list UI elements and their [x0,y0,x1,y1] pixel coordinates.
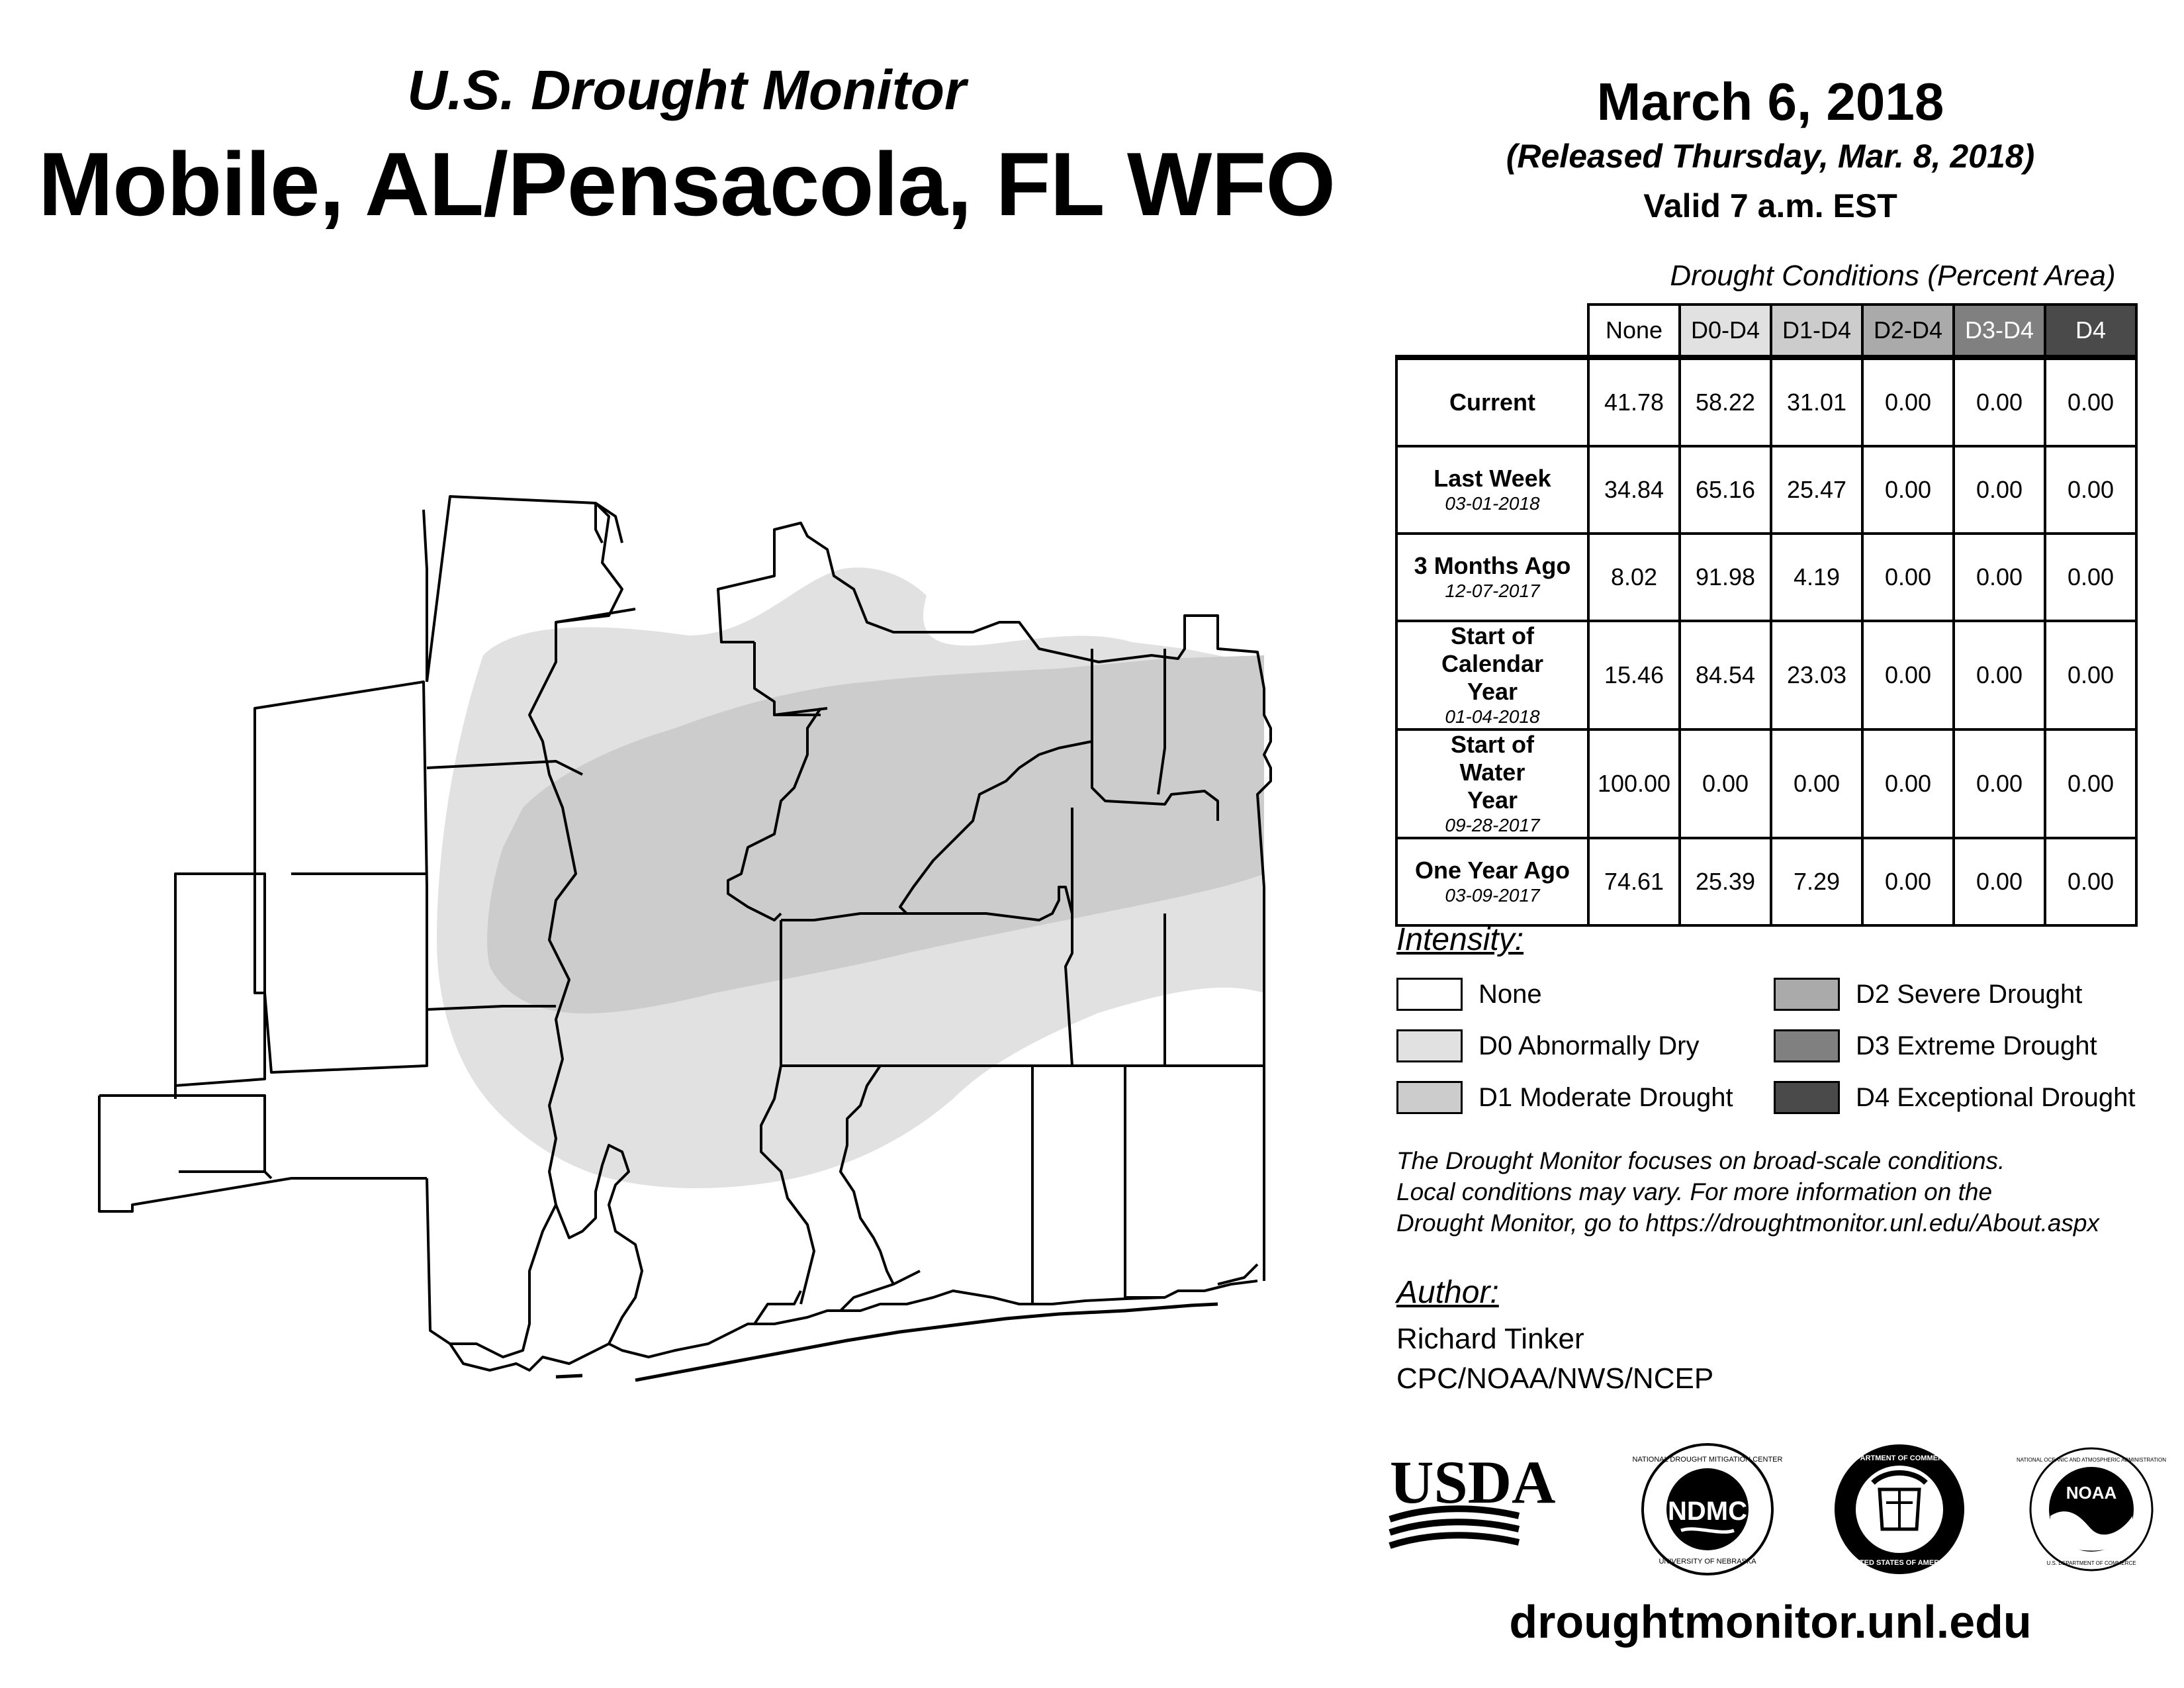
author-organization: CPC/NOAA/NWS/NCEP [1396,1362,1714,1395]
table-cell: 15.46 [1588,621,1680,729]
valid-time: Valid 7 a.m. EST [1643,187,1897,224]
legend-label: None [1479,979,1542,1009]
table-row [1396,729,2136,838]
release-date: (Released Thursday, Mar. 8, 2018) [1506,138,2035,175]
table-cell: 0.00 [1954,534,2045,621]
table-cell: 41.78 [1588,357,1680,446]
table-cell: 0.00 [1771,729,1862,838]
table-cell: 84.54 [1680,621,1771,729]
row-date: 09-28-2017 [1445,815,1540,835]
ndmc-ring-top: NATIONAL DROUGHT MITIGATION CENTER [1632,1456,1783,1464]
legend-swatch [1774,978,1840,1011]
note-line: Drought Monitor, go to https://droughtmonitor.unl.edu/About.aspx [1396,1209,2099,1237]
ndmc-logo [1633,1444,1783,1574]
ndmc-logo-text: NDMC [1668,1497,1747,1526]
table-cell: 34.84 [1588,446,1680,534]
table-cell: 100.00 [1588,729,1680,838]
row-date: 12-07-2017 [1445,581,1540,601]
table-cell: 0.00 [1862,534,1954,621]
legend-item-none [1396,974,1542,1014]
legend-swatch [1396,978,1463,1011]
table-cell: 4.19 [1771,534,1862,621]
table-cell: 25.47 [1771,446,1862,534]
usda-logo [1390,1448,1555,1546]
table-cell: 65.16 [1680,446,1771,534]
legend-label: D0 Abnormally Dry [1479,1031,1700,1060]
table-cell: 0.00 [2045,729,2136,838]
row-title: Start of Water Year [1451,731,1534,814]
disclaimer-note [1396,1145,2158,1239]
table-cell: 0.00 [1862,357,1954,446]
row-label [1396,621,1588,729]
table-cell: 0.00 [1954,621,2045,729]
sponsor-logos [1390,1443,2166,1575]
table-cell: 0.00 [2045,534,2136,621]
author-name: Richard Tinker [1396,1323,1584,1355]
legend-swatch [1774,1081,1840,1114]
col-d4: D4 [2045,305,2136,357]
row-date: 01-04-2018 [1445,706,1540,727]
table-cell: 7.29 [1771,838,1862,925]
table-cell: 0.00 [1862,621,1954,729]
legend-item-d1 [1396,1078,1733,1117]
row-label [1396,729,1588,838]
table-cell: 0.00 [2045,621,2136,729]
website-link[interactable]: droughtmonitor.unl.edu [1509,1596,2032,1648]
table-row [1396,534,2136,621]
row-date: 03-09-2017 [1445,885,1540,906]
ndmc-ring-bottom: UNIVERSITY OF NEBRASKA [1659,1558,1756,1566]
table-cell: 0.00 [1680,729,1771,838]
col-d2-d4: D2-D4 [1862,305,1954,357]
row-label [1396,534,1588,621]
noaa-logo-text: NOAA [2066,1483,2117,1503]
col-d3-d4: D3-D4 [1954,305,2045,357]
col-d0-d4: D0-D4 [1680,305,1771,357]
doc-ring-bottom: UNITED STATES OF AMERICA [1846,1559,1952,1567]
table-cell: 23.03 [1771,621,1862,729]
table-row [1396,621,2136,729]
map-title: Mobile, AL/Pensacola, FL WFO [38,134,1336,234]
legend-item-d3 [1774,1026,2097,1066]
legend-swatch [1396,1081,1463,1114]
row-title: Start of Calendar Year [1441,622,1544,705]
row-title: 3 Months Ago [1414,552,1571,579]
table-cell: 0.00 [1954,729,2045,838]
noaa-logo [2017,1448,2166,1570]
author-heading: Author: [1396,1275,1499,1310]
department-of-commerce-seal [1835,1444,1964,1574]
row-label [1396,446,1588,534]
legend-label: D3 Extreme Drought [1856,1031,2097,1060]
map-date: March 6, 2018 [1596,72,1944,131]
table-cell: 91.98 [1680,534,1771,621]
table-cell: 31.01 [1771,357,1862,446]
legend-label: D4 Exceptional Drought [1856,1082,2136,1112]
table-cell: 0.00 [1954,446,2045,534]
legend-label: D2 Severe Drought [1856,979,2083,1009]
table-row [1396,446,2136,534]
note-line: Local conditions may vary. For more information on the [1396,1178,1993,1205]
col-d1-d4: D1-D4 [1771,305,1862,357]
table-caption: Drought Conditions (Percent Area) [1670,259,2116,292]
legend-item-d0 [1396,1026,1699,1066]
col-none: None [1588,305,1680,357]
row-title: Current [1449,389,1535,416]
table-cell: 0.00 [2045,357,2136,446]
table-cell: 0.00 [1862,729,1954,838]
table-cell: 0.00 [1954,838,2045,925]
row-title: Last Week [1433,465,1551,492]
drought-conditions-table [1395,303,2138,927]
table-cell: 8.02 [1588,534,1680,621]
legend-swatch [1396,1029,1463,1062]
table-cell: 0.00 [2045,446,2136,534]
usda-logo-text: USDA [1390,1448,1556,1516]
table-row [1396,357,2136,446]
table-cell: 0.00 [1862,446,1954,534]
table-cell: 0.00 [2045,838,2136,925]
table-cell: 25.39 [1680,838,1771,925]
row-date: 03-01-2018 [1445,493,1540,514]
legend-item-d4 [1774,1078,2135,1117]
legend-swatch [1774,1029,1840,1062]
header-corner [1396,305,1588,357]
legend-label: D1 Moderate Drought [1479,1082,1733,1112]
row-title: One Year Ago [1414,857,1570,884]
doc-ring-top: DEPARTMENT OF COMMERCE [1845,1454,1954,1462]
legend-title: Intensity: [1396,922,1524,957]
row-label [1396,357,1588,446]
legend-item-d2 [1774,974,2082,1014]
noaa-ring-bottom: U.S. DEPARTMENT OF COMMERCE [2046,1560,2136,1566]
map-subtitle: U.S. Drought Monitor [407,59,966,121]
row-label [1396,838,1588,925]
table-header-row [1396,305,2136,357]
noaa-ring-top: NATIONAL OCEANIC AND ATMOSPHERIC ADMINISTRATION [2017,1457,2166,1463]
table-cell: 0.00 [1862,838,1954,925]
table-cell: 74.61 [1588,838,1680,925]
table-row [1396,838,2136,925]
table-cell: 58.22 [1680,357,1771,446]
table-cell: 0.00 [1954,357,2045,446]
note-line: The Drought Monitor focuses on broad-scale conditions. [1396,1147,2005,1174]
drought-map [93,490,1284,1450]
